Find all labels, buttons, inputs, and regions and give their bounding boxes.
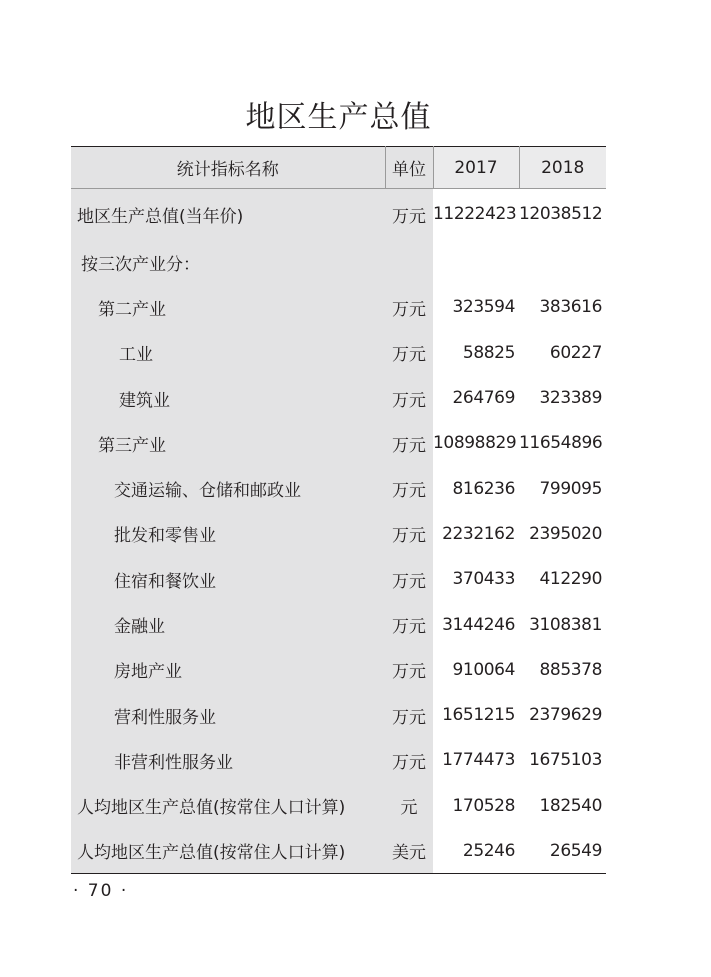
row-name: 地区生产总值(当年价) — [71, 189, 385, 240]
row-value-2017: 910064 — [452, 659, 515, 680]
header-indicator-name: 统计指标名称 — [71, 147, 385, 189]
row-value-2017: 25246 — [433, 828, 519, 873]
row-value-2018: 383616 — [539, 297, 602, 318]
row-value-2017: 1774473 — [442, 750, 515, 771]
row-value-2018: 3108381 — [529, 614, 602, 635]
row-unit: 万元 — [385, 421, 433, 466]
row-unit: 万元 — [385, 375, 433, 420]
row-value-2017 — [433, 240, 519, 285]
row-value-2018: 323389 — [539, 388, 602, 409]
table-row — [71, 511, 606, 556]
table-row — [71, 647, 606, 692]
header-unit: 单位 — [385, 147, 433, 189]
row-value-2018: 26549 — [519, 828, 606, 873]
table-row — [71, 692, 606, 737]
row-value-2017: 11222423 — [433, 204, 517, 225]
row-unit: 万元 — [385, 647, 433, 692]
row-unit: 万元 — [385, 692, 433, 737]
row-unit: 万元 — [385, 511, 433, 556]
table-row — [71, 466, 606, 511]
row-unit: 万元 — [385, 602, 433, 647]
table-row — [71, 421, 606, 466]
table-row — [71, 738, 606, 783]
row-name: 非营利性服务业 — [71, 738, 385, 783]
page-number: · 70 · — [73, 881, 129, 901]
row-unit — [385, 240, 433, 285]
row-name: 住宿和餐饮业 — [71, 557, 385, 602]
row-name: 第二产业 — [71, 285, 385, 330]
row-value-2017: 370433 — [452, 569, 515, 590]
header-year-2017: 2017 — [433, 147, 519, 189]
row-name: 营利性服务业 — [71, 692, 385, 737]
row-unit: 万元 — [385, 189, 433, 240]
row-value-2018: 11654896 — [519, 433, 603, 454]
row-name: 批发和零售业 — [71, 511, 385, 556]
row-value-2018: 1675103 — [529, 750, 602, 771]
table-row — [71, 330, 606, 375]
row-value-2017: 2232162 — [442, 523, 515, 544]
table-row — [71, 783, 606, 828]
row-value-2018: 60227 — [549, 342, 602, 363]
row-name: 按三次产业分： — [71, 240, 385, 285]
row-name: 金融业 — [71, 602, 385, 647]
table-row — [71, 189, 606, 240]
row-name: 房地产业 — [71, 647, 385, 692]
row-value-2017: 58825 — [462, 342, 515, 363]
row-value-2017: 264769 — [452, 388, 515, 409]
row-unit: 万元 — [385, 285, 433, 330]
row-name: 人均地区生产总值(按常住人口计算) — [71, 783, 385, 828]
row-value-2017: 10898829 — [433, 433, 517, 454]
row-value-2017: 170528 — [452, 795, 515, 816]
row-value-2017: 1651215 — [442, 705, 515, 726]
row-unit: 万元 — [385, 330, 433, 375]
table-row — [71, 557, 606, 602]
gdp-table — [71, 146, 606, 874]
row-value-2017: 323594 — [452, 297, 515, 318]
table-row — [71, 285, 606, 330]
row-unit: 万元 — [385, 738, 433, 783]
row-name: 第三产业 — [71, 421, 385, 466]
table-header-row — [71, 147, 606, 189]
row-value-2017: 816236 — [452, 478, 515, 499]
row-name: 交通运输、仓储和邮政业 — [71, 466, 385, 511]
row-name: 工业 — [71, 330, 385, 375]
row-value-2017: 3144246 — [442, 614, 515, 635]
row-unit: 元 — [385, 783, 433, 828]
row-value-2018: 412290 — [539, 569, 602, 590]
row-value-2018 — [519, 240, 606, 285]
row-name: 建筑业 — [71, 375, 385, 420]
header-year-2018: 2018 — [519, 147, 606, 189]
row-value-2018: 2379629 — [529, 705, 602, 726]
row-unit: 万元 — [385, 557, 433, 602]
page-title: 地区生产总值 — [245, 100, 432, 135]
row-value-2018: 12038512 — [519, 204, 603, 225]
row-name: 人均地区生产总值(按常住人口计算) — [71, 828, 385, 873]
row-value-2018: 885378 — [539, 659, 602, 680]
table-row — [71, 602, 606, 647]
row-value-2018: 2395020 — [529, 523, 602, 544]
table-row — [71, 375, 606, 420]
row-value-2018: 182540 — [539, 795, 602, 816]
table-row — [71, 240, 606, 285]
row-value-2018: 799095 — [539, 478, 602, 499]
table-row — [71, 828, 606, 873]
row-unit: 万元 — [385, 466, 433, 511]
row-unit: 美元 — [385, 828, 433, 873]
